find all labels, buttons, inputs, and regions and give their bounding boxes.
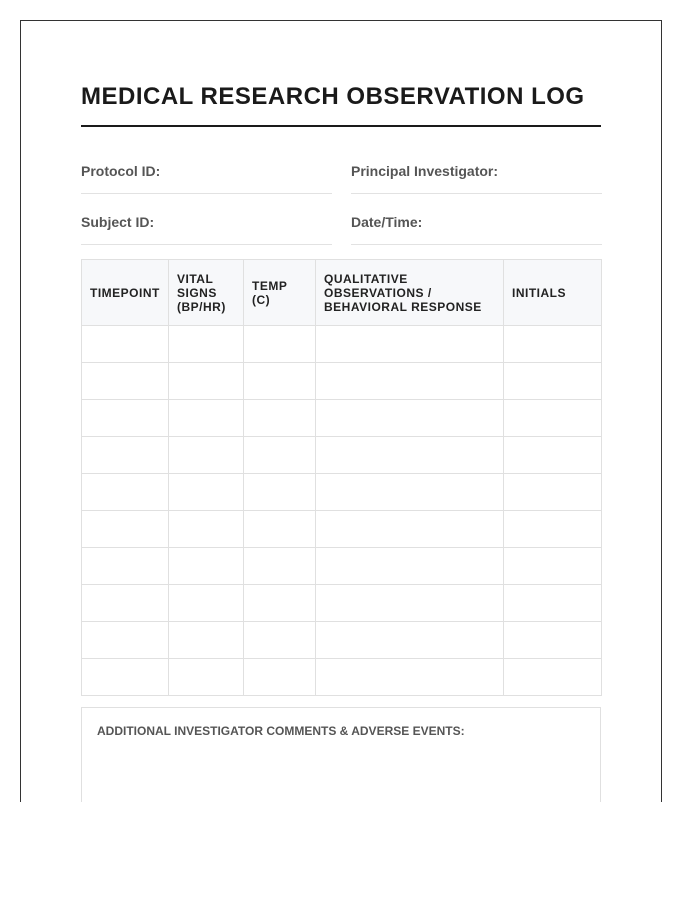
table-cell[interactable] bbox=[316, 585, 504, 622]
principal-investigator-field[interactable] bbox=[351, 163, 602, 194]
table-cell[interactable] bbox=[82, 659, 169, 696]
table-cell[interactable] bbox=[504, 585, 602, 622]
observation-table bbox=[81, 259, 602, 696]
date-time-field[interactable] bbox=[351, 214, 602, 245]
subject-id-label: Subject ID: bbox=[81, 214, 155, 230]
document-page bbox=[20, 20, 662, 802]
table-row bbox=[82, 511, 602, 548]
table-cell[interactable] bbox=[169, 363, 244, 400]
table-cell[interactable] bbox=[316, 474, 504, 511]
table-cell[interactable] bbox=[316, 511, 504, 548]
table-cell[interactable] bbox=[244, 659, 316, 696]
date-time-label: Date/Time: bbox=[351, 214, 423, 230]
table-cell[interactable] bbox=[316, 326, 504, 363]
table-cell[interactable] bbox=[82, 363, 169, 400]
comments-box[interactable] bbox=[81, 707, 601, 802]
table-cell[interactable] bbox=[316, 437, 504, 474]
table-cell[interactable] bbox=[244, 511, 316, 548]
header-qualitative-observations: QUALITATIVE OBSERVATIONS / BEHAVIORAL RESPONSE bbox=[316, 260, 504, 326]
header-vital-signs: VITAL SIGNS (BP/HR) bbox=[169, 260, 244, 326]
table-cell[interactable] bbox=[244, 326, 316, 363]
table-cell[interactable] bbox=[82, 511, 169, 548]
table-body bbox=[82, 326, 602, 696]
comments-label: ADDITIONAL INVESTIGATOR COMMENTS & ADVERSE EVENTS: bbox=[97, 724, 465, 738]
table-cell[interactable] bbox=[169, 511, 244, 548]
table-cell[interactable] bbox=[82, 585, 169, 622]
table-cell[interactable] bbox=[82, 548, 169, 585]
title-divider bbox=[81, 125, 601, 127]
table-row bbox=[82, 659, 602, 696]
table-cell[interactable] bbox=[82, 437, 169, 474]
table-row bbox=[82, 437, 602, 474]
table-cell[interactable] bbox=[169, 659, 244, 696]
table-cell[interactable] bbox=[169, 400, 244, 437]
table-cell[interactable] bbox=[316, 622, 504, 659]
table-cell[interactable] bbox=[316, 548, 504, 585]
table-cell[interactable] bbox=[244, 363, 316, 400]
table-cell[interactable] bbox=[244, 437, 316, 474]
protocol-id-label: Protocol ID: bbox=[81, 163, 161, 179]
table-cell[interactable] bbox=[504, 437, 602, 474]
table-cell[interactable] bbox=[82, 622, 169, 659]
table-cell[interactable] bbox=[244, 474, 316, 511]
table-cell[interactable] bbox=[169, 548, 244, 585]
table-cell[interactable] bbox=[504, 511, 602, 548]
subject-id-field[interactable] bbox=[81, 214, 332, 245]
table-row bbox=[82, 585, 602, 622]
table-cell[interactable] bbox=[316, 659, 504, 696]
table-cell[interactable] bbox=[316, 400, 504, 437]
table-row bbox=[82, 474, 602, 511]
table-cell[interactable] bbox=[504, 474, 602, 511]
table-row bbox=[82, 326, 602, 363]
table-cell[interactable] bbox=[504, 622, 602, 659]
table-cell[interactable] bbox=[244, 400, 316, 437]
table-cell[interactable] bbox=[504, 400, 602, 437]
table-row bbox=[82, 363, 602, 400]
table-cell[interactable] bbox=[169, 622, 244, 659]
table-row bbox=[82, 548, 602, 585]
header-initials: INITIALS bbox=[504, 260, 602, 326]
table-cell[interactable] bbox=[244, 585, 316, 622]
table-cell[interactable] bbox=[244, 548, 316, 585]
protocol-id-field[interactable] bbox=[81, 163, 332, 194]
table-cell[interactable] bbox=[504, 659, 602, 696]
table-header-row bbox=[82, 260, 602, 326]
table-cell[interactable] bbox=[169, 326, 244, 363]
table-cell[interactable] bbox=[82, 474, 169, 511]
table-cell[interactable] bbox=[169, 474, 244, 511]
table-cell[interactable] bbox=[82, 400, 169, 437]
table-cell[interactable] bbox=[82, 326, 169, 363]
table-cell[interactable] bbox=[504, 363, 602, 400]
table-cell[interactable] bbox=[316, 363, 504, 400]
table-cell[interactable] bbox=[169, 585, 244, 622]
table-cell[interactable] bbox=[504, 326, 602, 363]
header-temp: TEMP (C) bbox=[244, 260, 316, 326]
table-cell[interactable] bbox=[169, 437, 244, 474]
table-row bbox=[82, 400, 602, 437]
table-row bbox=[82, 622, 602, 659]
table-cell[interactable] bbox=[504, 548, 602, 585]
principal-investigator-label: Principal Investigator: bbox=[351, 163, 499, 179]
header-timepoint: TIMEPOINT bbox=[82, 260, 169, 326]
document-title: MEDICAL RESEARCH OBSERVATION LOG bbox=[81, 83, 585, 110]
table-cell[interactable] bbox=[244, 622, 316, 659]
